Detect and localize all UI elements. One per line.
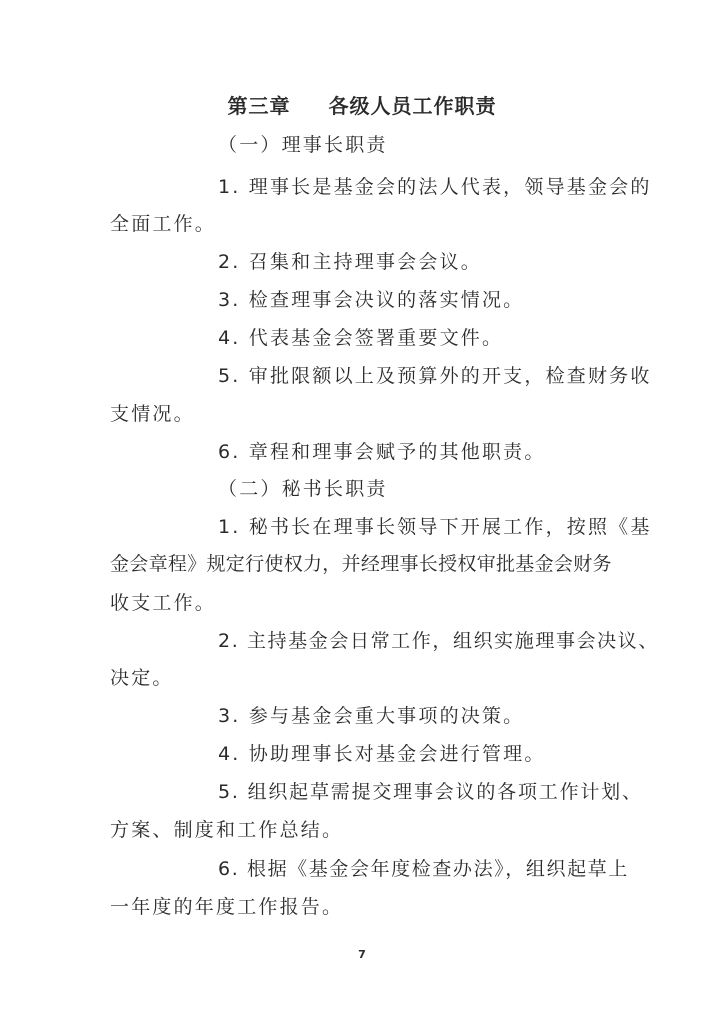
paragraph-line: 4. 代表基金会签署重要文件。 (218, 327, 504, 349)
paragraph-line: 一年度的年度工作报告。 (110, 896, 344, 918)
chapter-number: 第三章 (227, 94, 291, 118)
paragraph-line: 3. 检查理事会决议的落实情况。 (218, 289, 525, 311)
paragraph-line: 6. 根据《基金会年度检查办法》，组织起草上 (218, 858, 629, 880)
paragraph-line: 1. 理事长是基金会的法人代表，领导基金会的 (218, 176, 652, 198)
paragraph-line: 金会章程》规定行使权力，并经理事长授权审批基金会财务 (110, 553, 612, 575)
paragraph-line: 1. 秘书长在理事长领导下开展工作，按照《基 (218, 516, 652, 538)
paragraph-line: 2. 召集和主持理事会会议。 (218, 251, 482, 273)
section-heading: （一）理事长职责 (218, 134, 388, 156)
paragraph-line: 支情况。 (110, 403, 195, 425)
paragraph-line: 2. 主持基金会日常工作，组织实施理事会决议、 (218, 630, 659, 652)
paragraph-line: 5. 审批限额以上及预算外的开支，检查财务收 (218, 365, 652, 387)
paragraph-line: 3. 参与基金会重大事项的决策。 (218, 705, 525, 727)
page-number: 7 (358, 948, 366, 961)
paragraph-line: 决定。 (110, 667, 174, 689)
chapter-heading: 各级人员工作职责 (328, 94, 497, 118)
paragraph-line: 收支工作。 (110, 592, 217, 614)
paragraph-line: 4. 协助理事长对基金会进行管理。 (218, 743, 546, 765)
chapter-title (0, 93, 724, 119)
paragraph-line: 方案、制度和工作总结。 (110, 819, 344, 841)
section-heading: （二）秘书长职责 (218, 478, 388, 500)
paragraph-line: 5. 组织起草需提交理事会议的各项工作计划、 (218, 781, 643, 803)
paragraph-line: 6. 章程和理事会赋予的其他职责。 (218, 441, 546, 463)
paragraph-line: 全面工作。 (110, 213, 217, 235)
